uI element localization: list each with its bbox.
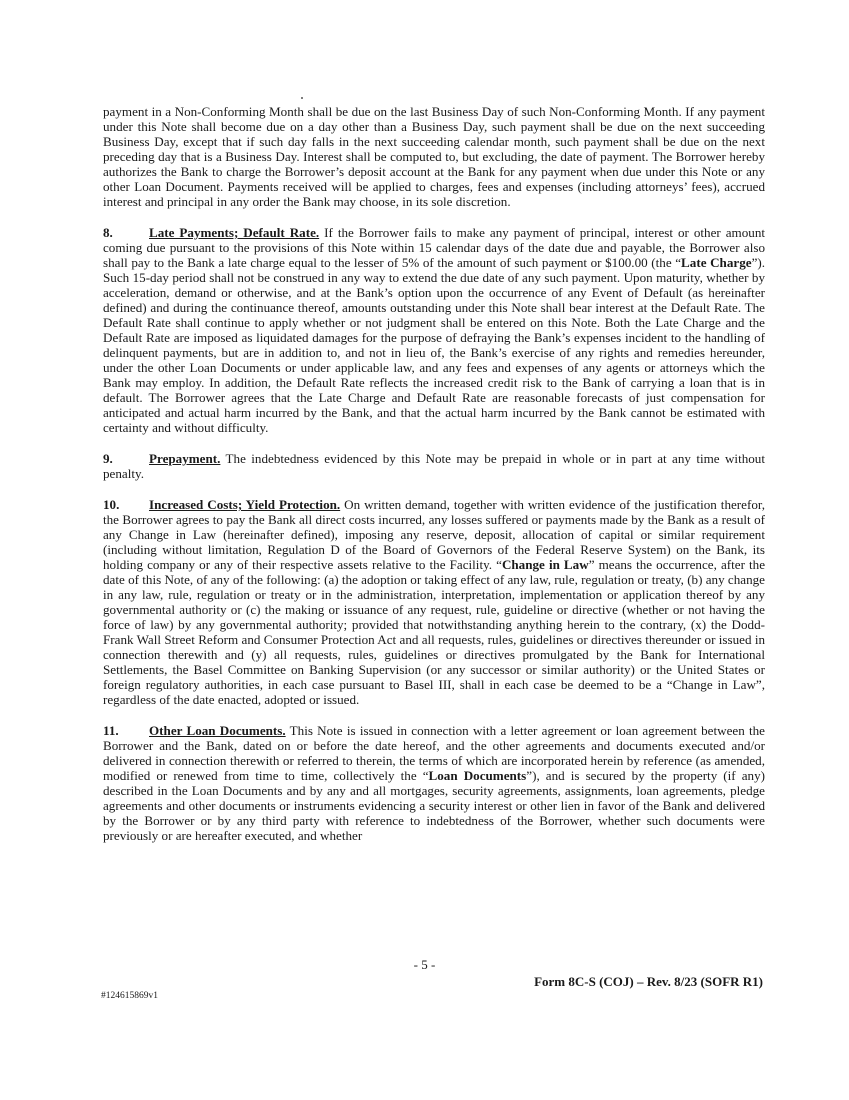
- defined-term: Loan Documents: [428, 768, 527, 783]
- form-identifier: Form 8C-S (COJ) – Rev. 8/23 (SOFR R1): [534, 974, 763, 989]
- section-number: 9.: [103, 451, 113, 466]
- defined-term: Change in Law: [501, 557, 589, 572]
- document-id: #124615869v1: [101, 991, 158, 1001]
- section-heading: Late Payments; Default Rate.: [149, 225, 320, 240]
- defined-term: Late Charge: [681, 255, 752, 270]
- section-9: [103, 451, 765, 481]
- section-text: If the Borrower fails to make any payment of principal, interest or other amount coming due pursuant to the provisions of this Note within 15 calendar days of the date due and payable, the Borrower also shall pay to the Bank a late charge equal to the lesser of 5% of the amount of such payment or $100.00 (the “: [103, 225, 766, 270]
- paragraph-continuation: payment in a Non-Conforming Month shall be due on the last Business Day of such Non-Conforming Month. If any payment under this Note shall become due on a day other than a Business Day, such payment shall be due on the next succeeding Business Day, except that if such day falls in the next succeeding calendar month, such payment shall be due on the next preceding day that is a Business Day. Interest shall be computed to, but excluding, the date of payment. The Borrower hereby authorizes the Bank to charge the Borrower’s deposit account at the Bank for any payment when due under this Note or any other Loan Document. Payments received will be applied to charges, fees and expenses (including attorneys’ fees), accrued interest and principal in any order the Bank may choose, in its sole discretion.: [103, 104, 765, 209]
- section-number: 8.: [103, 225, 113, 240]
- section-text: ” means the occurrence, after the date of this Note, of any of the following: (a) the adoption or taking effect of any law, rule, regulation or treaty, (b) any change in any law, rule, regulation or treaty or in the administration, interpretation, implementation or application thereof by any governmental authority or (c) the making or issuance of any request, rule, guideline or directive (whether or not having the force of law) by any governmental authority; provided that notwithstanding anything herein to the contrary, (x) the Dodd-Frank Wall Street Reform and Consumer Protection Act and all requests, rules, guidelines or directives thereunder or issued in connection therewith and (y) all requests, rules, guidelines or directives promulgated by the Bank for International Settlements, the Basel Committee on Banking Supervision (or any successor or similar authority) or the United States or foreign regulatory authorities, in each case pursuant to Basel III, shall in each case be deemed to be a “Change in Law”, regardless of the date enacted, adopted or issued.: [103, 557, 766, 707]
- section-10: [103, 497, 765, 707]
- section-text: This Note is issued in connection with a letter agreement or loan agreement between the Borrower and the Bank, dated on or before the date hereof, and the other agreements and documents executed and/or delivered in connection therewith or referred to therein, the terms of which are incorporated herein by reference (as amended, modified or renewed from time to time, collectively the “: [103, 723, 765, 783]
- section-number: 10.: [103, 497, 120, 512]
- section-text: ”), and is secured by the property (if any) described in the Loan Documents and by any and all mortgages, security agreements, assignments, loan agreements, pledge agreements and other documents or instruments evidencing a security interest or other lien in favor of the Bank and delivered by the Borrower or by any third party with reference to indebtedness of the Borrower, whether such documents were previously or are hereafter executed, and whether: [103, 768, 766, 843]
- section-heading: Increased Costs; Yield Protection.: [149, 497, 341, 512]
- page-number: - 5 -: [413, 957, 436, 972]
- document-body: [103, 104, 765, 859]
- section-8: [103, 225, 765, 435]
- section-text: On written demand, together with written evidence of the justification therefor, the Borrower agrees to pay the Bank all direct costs incurred, any losses suffered or payments made by the Bank as a result of any Change in Law (hereinafter defined), imposing any reserve, deposit, allocation of capital or similar requirement (including without limitation, Regulation D of the Board of Governors of the Federal Reserve System) on the Bank, its holding company or any of their respective assets relative to the Facility. “: [103, 497, 765, 572]
- scan-speck: [301, 97, 303, 99]
- section-11: [103, 723, 765, 843]
- section-text: The indebtedness evidenced by this Note may be prepaid in whole or in part at any time without penalty.: [103, 451, 765, 481]
- section-heading: Prepayment.: [149, 451, 221, 466]
- section-number: 11.: [103, 723, 119, 738]
- section-text: ”). Such 15-day period shall not be construed in any way to extend the due date of any such payment. Upon maturity, whether by acceleration, demand or otherwise, and at the Bank’s option upon the occurrence of any Event of Default (as hereinafter defined) and during the continuance thereof, amounts outstanding under this Note shall bear interest at the Default Rate. The Default Rate shall continue to apply whether or not judgment shall be entered on this Note. Both the Late Charge and the Default Rate are imposed as liquidated damages for the purpose of defraying the Bank’s expenses incident to the handling of delinquent payments, but are in addition to, and not in lieu of, the Bank’s exercise of any rights and remedies hereunder, under the other Loan Documents or under applicable law, and any fees and expenses of any agents or attorneys which the Bank may employ. In addition, the Default Rate reflects the increased credit risk to the Bank of carrying a loan that is in default. The Borrower agrees that the Late Charge and Default Rate are reasonable forecasts of just compensation for anticipated and actual harm incurred by the Bank, and that the actual harm incurred by the Bank cannot be estimated with certainty and without difficulty.: [103, 255, 766, 435]
- section-heading: Other Loan Documents.: [149, 723, 286, 738]
